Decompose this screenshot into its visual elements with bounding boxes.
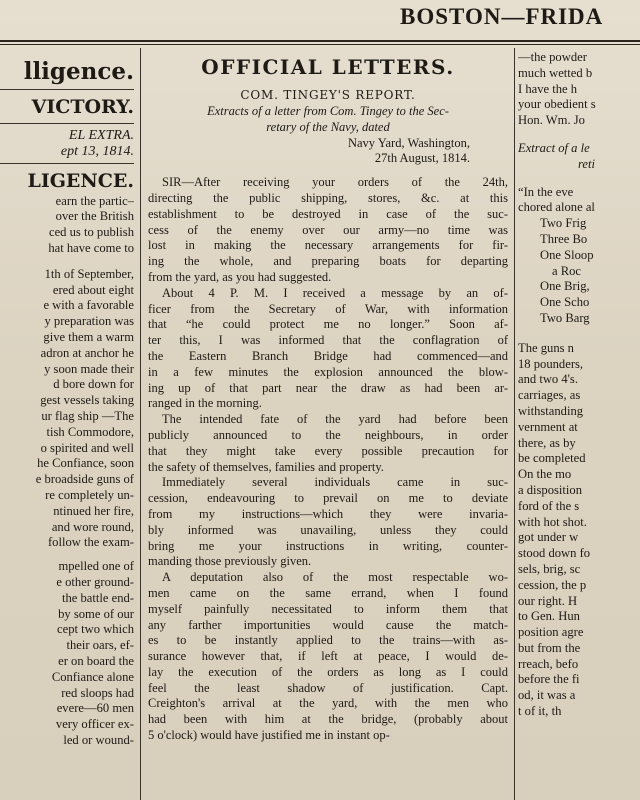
left-extra-line: EL EXTRA. — [68, 128, 134, 143]
left-body-line: follow the exam- — [47, 535, 134, 550]
right-body-line: The guns n — [518, 340, 574, 355]
left-body-line: re completely un- — [45, 487, 134, 502]
article-line: feel the least shadow of justification. Capt. — [148, 680, 508, 695]
right-list-line: Three Bo — [540, 231, 588, 246]
right-body-line: stood down fo — [518, 546, 591, 561]
right-body-line: before the fi — [518, 672, 580, 687]
article-title: OFFICIAL LETTERS. — [201, 55, 455, 79]
left-body-line: e with a favorable — [43, 298, 134, 313]
article-line: lost in making the necessary arrangements for fir- — [148, 238, 508, 253]
right-list — [518, 185, 640, 327]
article-line: lay the execution of the orders as long as I could — [148, 664, 508, 679]
right-list-line: “In the eve — [518, 184, 574, 199]
article-line: bring me your instructions in writing, counter- — [148, 538, 508, 553]
article-line: ing the whole, and preparing boats for departing — [148, 254, 508, 269]
article-line: 5 o'clock) would have justified me in instant op- — [148, 728, 390, 743]
article-body — [146, 175, 510, 744]
article-line: SIR—After receiving your orders of the 24th, — [162, 175, 508, 190]
left-body-line: he Confiance, soon — [37, 456, 134, 471]
article-line: that “he could protect me no longer.” Soon af- — [148, 317, 508, 332]
right-body-line: ford of the s — [518, 498, 580, 513]
article-line: cess of the enemy over our army—no time was — [148, 222, 508, 237]
right-extract-line: Extract of a le — [518, 140, 590, 155]
article-paragraph — [146, 570, 510, 744]
article-line: any farther importunities would cause the match- — [148, 617, 508, 632]
right-column — [518, 50, 640, 800]
left-body-line: 1th of September, — [44, 266, 134, 281]
article-line: from the yard, as you had suggested. — [148, 269, 332, 284]
article-line: ing up of that part near the draw as had been ar- — [148, 380, 508, 395]
left-body-line: by some of our — [58, 606, 134, 621]
left-body-line: ered about eight — [52, 282, 134, 297]
article-line: directing the public shipping, stores, &c. at this — [148, 190, 508, 205]
article-paragraph — [146, 175, 510, 286]
right-body-line: there, as by — [518, 435, 576, 450]
article-line: myself painfully necessitated to inform them that — [148, 601, 508, 616]
left-intro-line: ced us to publish — [48, 225, 134, 240]
left-divider — [0, 163, 134, 164]
article-line: bly informed was unavailing, unless they could — [148, 522, 508, 537]
right-extract-line: reti — [578, 156, 596, 171]
right-list-line: Two Frig — [540, 216, 587, 231]
left-intro-line: earn the partic– — [55, 193, 134, 208]
left-body-line: their oars, ef- — [66, 638, 134, 653]
article-line: had been with him at the bridge, (probably about — [148, 712, 508, 727]
article-line: manding those previously given. — [148, 554, 312, 569]
left-body-line: very officer ex- — [55, 717, 134, 732]
left-body-line: e broadside guns of — [35, 472, 134, 487]
column-divider-left — [140, 48, 141, 800]
right-body-line: vernment at — [518, 419, 578, 434]
extract-line: retary of the Navy, dated — [266, 119, 390, 134]
right-body-line: got under w — [518, 530, 579, 545]
article-line: in a few minutes the explosion announced the blow- — [148, 364, 508, 379]
article-paragraph — [146, 286, 510, 412]
article-line: that they might take every possible precaution for — [148, 443, 508, 458]
right-top-line: Hon. Wm. Jo — [518, 113, 585, 128]
left-body-line: ntinued her fire, — [53, 503, 134, 518]
article-line: ranged in the morning. — [148, 396, 262, 411]
article-line: establishment to be destroyed in case of the suc- — [148, 206, 508, 221]
left-column — [0, 50, 134, 800]
masthead: BOSTON—FRIDA — [400, 4, 604, 29]
masthead-rule-thin — [0, 44, 640, 45]
right-top-line: —the powder — [518, 50, 587, 64]
article-line: Immediately several individuals came in suc- — [162, 475, 508, 490]
right-body-line: a disposition — [518, 482, 583, 497]
masthead-rule — [0, 40, 640, 42]
left-body-line: led or wound- — [63, 732, 134, 747]
article-dateline — [146, 136, 510, 168]
dateline-line: 27th August, 1814. — [374, 151, 470, 166]
left-body-line: e other ground- — [56, 574, 134, 589]
left-body-line: and wore round, — [51, 519, 134, 534]
right-body-line: sels, brig, sc — [518, 561, 581, 576]
article-line: Creighton's arrival at the yard, with the men who — [148, 696, 508, 711]
right-top-line: I have the h — [518, 81, 578, 96]
article-line: from my instructions—which they were invaria- — [148, 506, 508, 521]
article-line: cession, endeavouring to prevail on me to deviate — [148, 491, 508, 506]
article-line: surance however that, if left at peace, I would de- — [148, 649, 508, 664]
article-line: The intended fate of the yard had before been — [162, 412, 508, 427]
right-list-line: One Brig, — [540, 279, 590, 294]
left-divider — [0, 123, 134, 124]
article-paragraph — [146, 412, 510, 475]
article-line: men came on the same errand, when I found — [148, 585, 508, 600]
right-body-line: t of it, th — [518, 704, 562, 719]
article-line: ficer from the Secretary of War, with information — [148, 301, 508, 316]
left-body-line: er on board the — [58, 653, 134, 668]
article-line: About 4 P. M. I received a message by an of- — [162, 285, 508, 300]
left-heading-victory: VICTORY. — [31, 96, 134, 118]
right-body-line: to Gen. Hun — [518, 609, 580, 624]
right-body-line: but from the — [518, 640, 581, 655]
left-body-text-2 — [0, 559, 134, 749]
article-line: ter this, I was informed that the conflagration of — [148, 333, 508, 348]
left-body-line: give them a warm — [43, 329, 134, 344]
article-extract — [146, 104, 510, 136]
right-top-line: much wetted b — [518, 65, 593, 80]
left-body-line: y preparation was — [44, 314, 134, 329]
right-body-line: 18 pounders, — [518, 356, 584, 371]
left-body-line: y soon made their — [44, 361, 134, 376]
left-body-line: gest vessels taking — [40, 393, 134, 408]
right-list-line: One Scho — [540, 295, 590, 310]
article-line: A deputation also of the most respectable wo- — [162, 570, 508, 585]
right-body-line: rreach, befo — [518, 656, 579, 671]
right-body-line: cession, the p — [518, 577, 587, 592]
article-line: the Eastern Branch Bridge had commenced—and — [148, 348, 508, 363]
right-list-line: One Sloop — [540, 247, 594, 262]
left-body-line: cept two which — [57, 622, 134, 637]
left-body-line: Confiance alone — [51, 669, 134, 684]
right-body-line: with hot shot. — [518, 514, 587, 529]
left-intro-line: over the British — [55, 209, 134, 224]
dateline-line: Navy Yard, Washington, — [347, 135, 470, 150]
left-body-text — [0, 267, 134, 551]
left-body-line: adron at anchor he — [40, 345, 134, 360]
left-body-line: tish Commodore, — [46, 424, 134, 439]
right-body-line: carriages, as — [518, 388, 581, 403]
left-divider — [0, 89, 134, 90]
right-list-line: chored alone al — [518, 200, 595, 215]
left-body-line: o spirited and well — [40, 440, 134, 455]
right-list-line: a Roc — [552, 263, 582, 278]
left-heading-intelligence-2: LIGENCE. — [27, 169, 134, 192]
right-body-line: position agre — [518, 625, 584, 640]
right-body-line: our right. H — [518, 593, 578, 608]
left-intro-line: hat have come to — [48, 240, 134, 255]
left-body-line: the battle end- — [61, 590, 134, 605]
right-top-line: your obedient s — [518, 97, 596, 112]
article-subtitle: COM. TINGEY'S REPORT. — [240, 88, 416, 102]
article-paragraph — [146, 475, 510, 570]
right-body-line: and two 4's. — [518, 372, 578, 387]
left-body-line: red sloops had — [61, 685, 134, 700]
right-body-line: On the mo — [518, 467, 572, 482]
article-line: the safety of themselves, families and property. — [148, 459, 384, 474]
article-line: publicly announced to the neighbours, in order — [148, 427, 508, 442]
left-intro-text — [0, 194, 134, 257]
left-heading-intelligence: lligence. — [23, 58, 134, 85]
center-column — [146, 50, 510, 800]
right-body-line: od, it was a — [518, 688, 576, 703]
left-body-line: evere—60 men — [56, 701, 134, 716]
right-body-line: be completed — [518, 451, 586, 466]
right-top-text — [518, 50, 640, 129]
left-body-line: d bore down for — [53, 377, 134, 392]
right-extract — [518, 141, 640, 173]
extract-line: Extracts of a letter from Com. Tingey to the Sec- — [207, 104, 449, 118]
right-body-line: withstanding — [518, 403, 584, 418]
left-body-line: mpelled one of — [58, 559, 134, 574]
left-body-line: ur flag ship —The — [41, 408, 134, 423]
left-extra-date: ept 13, 1814. — [60, 143, 134, 159]
right-body-text — [518, 341, 640, 720]
column-divider-right — [514, 48, 515, 800]
article-line: es to be instantly applied to the trains—with as- — [148, 633, 508, 648]
right-list-line: Two Barg — [540, 310, 590, 325]
